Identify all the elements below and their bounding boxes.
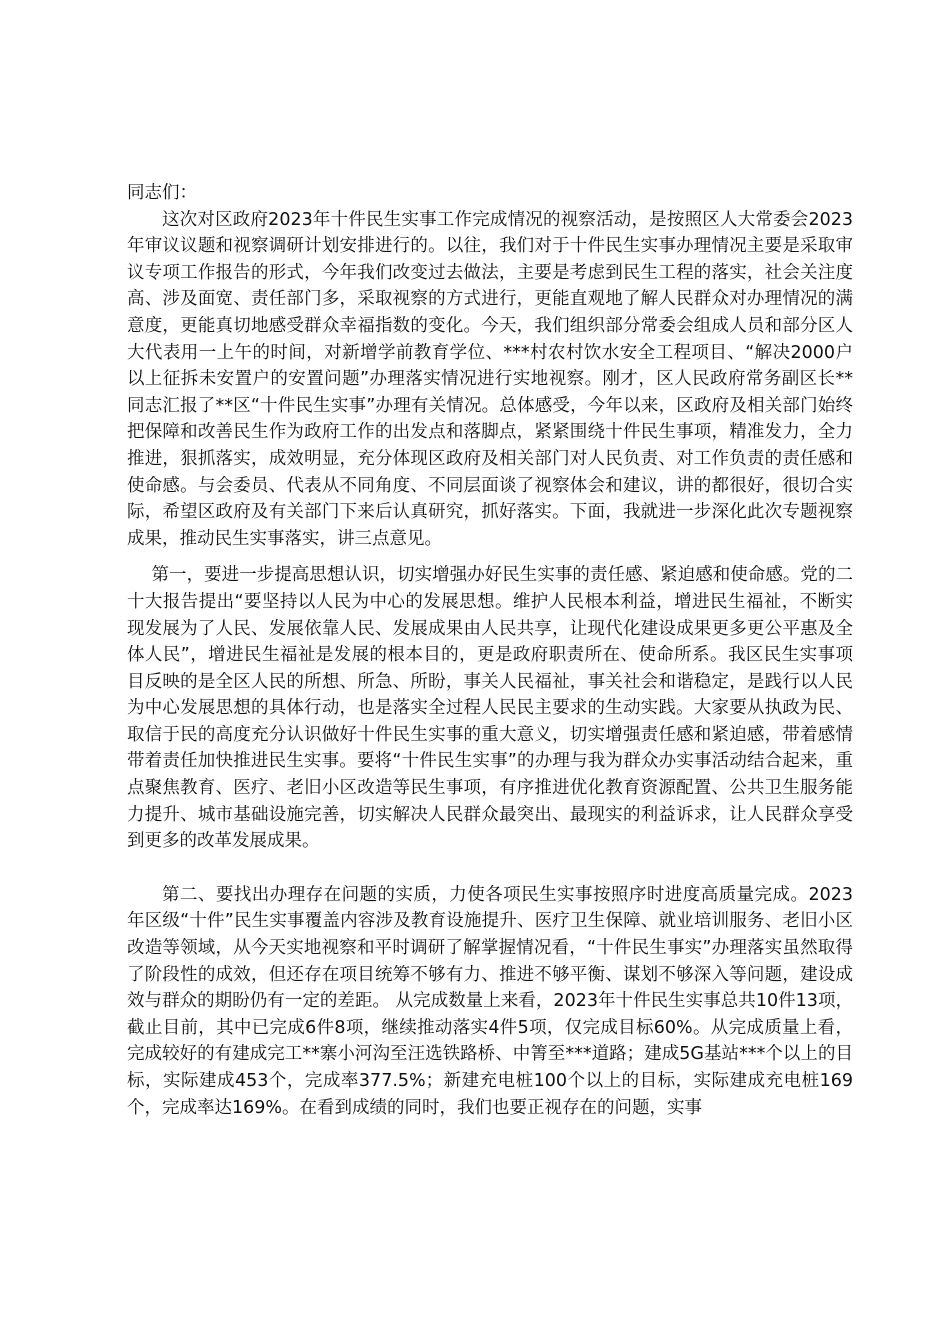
document-body [127,180,853,1121]
salutation: 同志们： [127,183,197,203]
paragraph-point-one: 第一，要进一步提高思想认识，切实增强办好民生实事的责任感、紧迫感和使命感。党的二十大报告提出“要坚持以人民为中心的发展思想。维护人民根本利益，增进民生福祉，不断实现发展为了人民、发展依靠人民、发展成果由人民共享，让现代化建设成果更多更公平惠及全体人民”，增进民生福祉是发展的根本目的，更是政府职责所在、使命所系。我区民生实事项目反映的是全区人民的所想、所急、所盼，事关人民福祉，事关社会和谐稳定，是践行以人民为中心发展思想的具体行动，也是落实全过程人民民主要求的生动实践。大家要从执政为民、取信于民的高度充分认识做好十件民生实事的重大意义，切实增强责任感和紧迫感，带着感情带着责任加快推进民生实事。要将“十件民生实事”的办理与我为群众办实事活动结合起来，重点聚焦教育、医疗、老旧小区改造等民生事项，有序推进优化教育资源配置、公共卫生服务能力提升、城市基础设施完善，切实解决人民群众最突出、最现实的利益诉求，让人民群众享受到更多的改革发展成果。 [127,565,853,852]
paragraph-intro: 这次对区政府2023年十件民生实事工作完成情况的视察活动，是按照区人大常委会2023年审议议题和视察调研计划安排进行的。以往，我们对于十件民生实事办理情况主要是采取审议专项工作报告的形式，今年我们改变过去做法，主要是考虑到民生工程的落实，社会关注度高、涉及面宽、责任部门多，采取视察的方式进行，更能直观地了解人民群众对办理情况的满意度，更能真切地感受群众幸福指数的变化。今天，我们组织部分常委会组成人员和部分区人大代表用一上午的时间，对新增学前教育学位、***村农村饮水安全工程项目、“解决2000户以上征拆未安置户的安置问题”办理落实情况进行实地视察。刚才，区人民政府常务副区长**同志汇报了**区“十件民生实事”办理有关情况。总体感受，今年以来，区政府及相关部门始终把保障和改善民生作为政府工作的出发点和落脚点，紧紧围绕十件民生事项，精准发力，全力推进，狠抓落实，成效明显，充分体现区政府及相关部门对人民负责、对工作负责的责任感和使命感。与会委员、代表从不同角度、不同层面谈了视察体会和建议，讲的都很好，很切合实际，希望区政府及有关部门下来后认真研究，抓好落实。下面，我就进一步深化此次专题视察成果，推动民生实事落实，讲三点意见。 [127,209,853,549]
paragraph-point-two: 第二、要找出办理存在问题的实质，力使各项民生实事按照序时进度高质量完成。2023年区级“十件”民生实事覆盖内容涉及教育设施提升、医疗卫生保障、就业培训服务、老旧小区改造等领域，从今天实地视察和平时调研了解掌握情况看，“十件民生事实”办理落实虽然取得了阶段性的成效，但还存在项目统筹不够有力、推进不够平衡、谋划不够深入等问题，建设成效与群众的期盼仍有一定的差距。 从完成数量上来看，2023年十件民生实事总共10件13项，截止目前，其中已完成6件8项，继续推动落实4件5项，仅完成目标60%。从完成质量上看，完成较好的有建成完工**寨小河沟至汪选铁路桥、中箐至***道路；建成5G基站***个以上的目标，实际建成453个，完成率377.5%；新建充电桩100个以上的目标，实际建成充电桩169个，完成率达169%。在看到成绩的同时，我们也要正视存在的问题，实事 [127,884,853,1118]
